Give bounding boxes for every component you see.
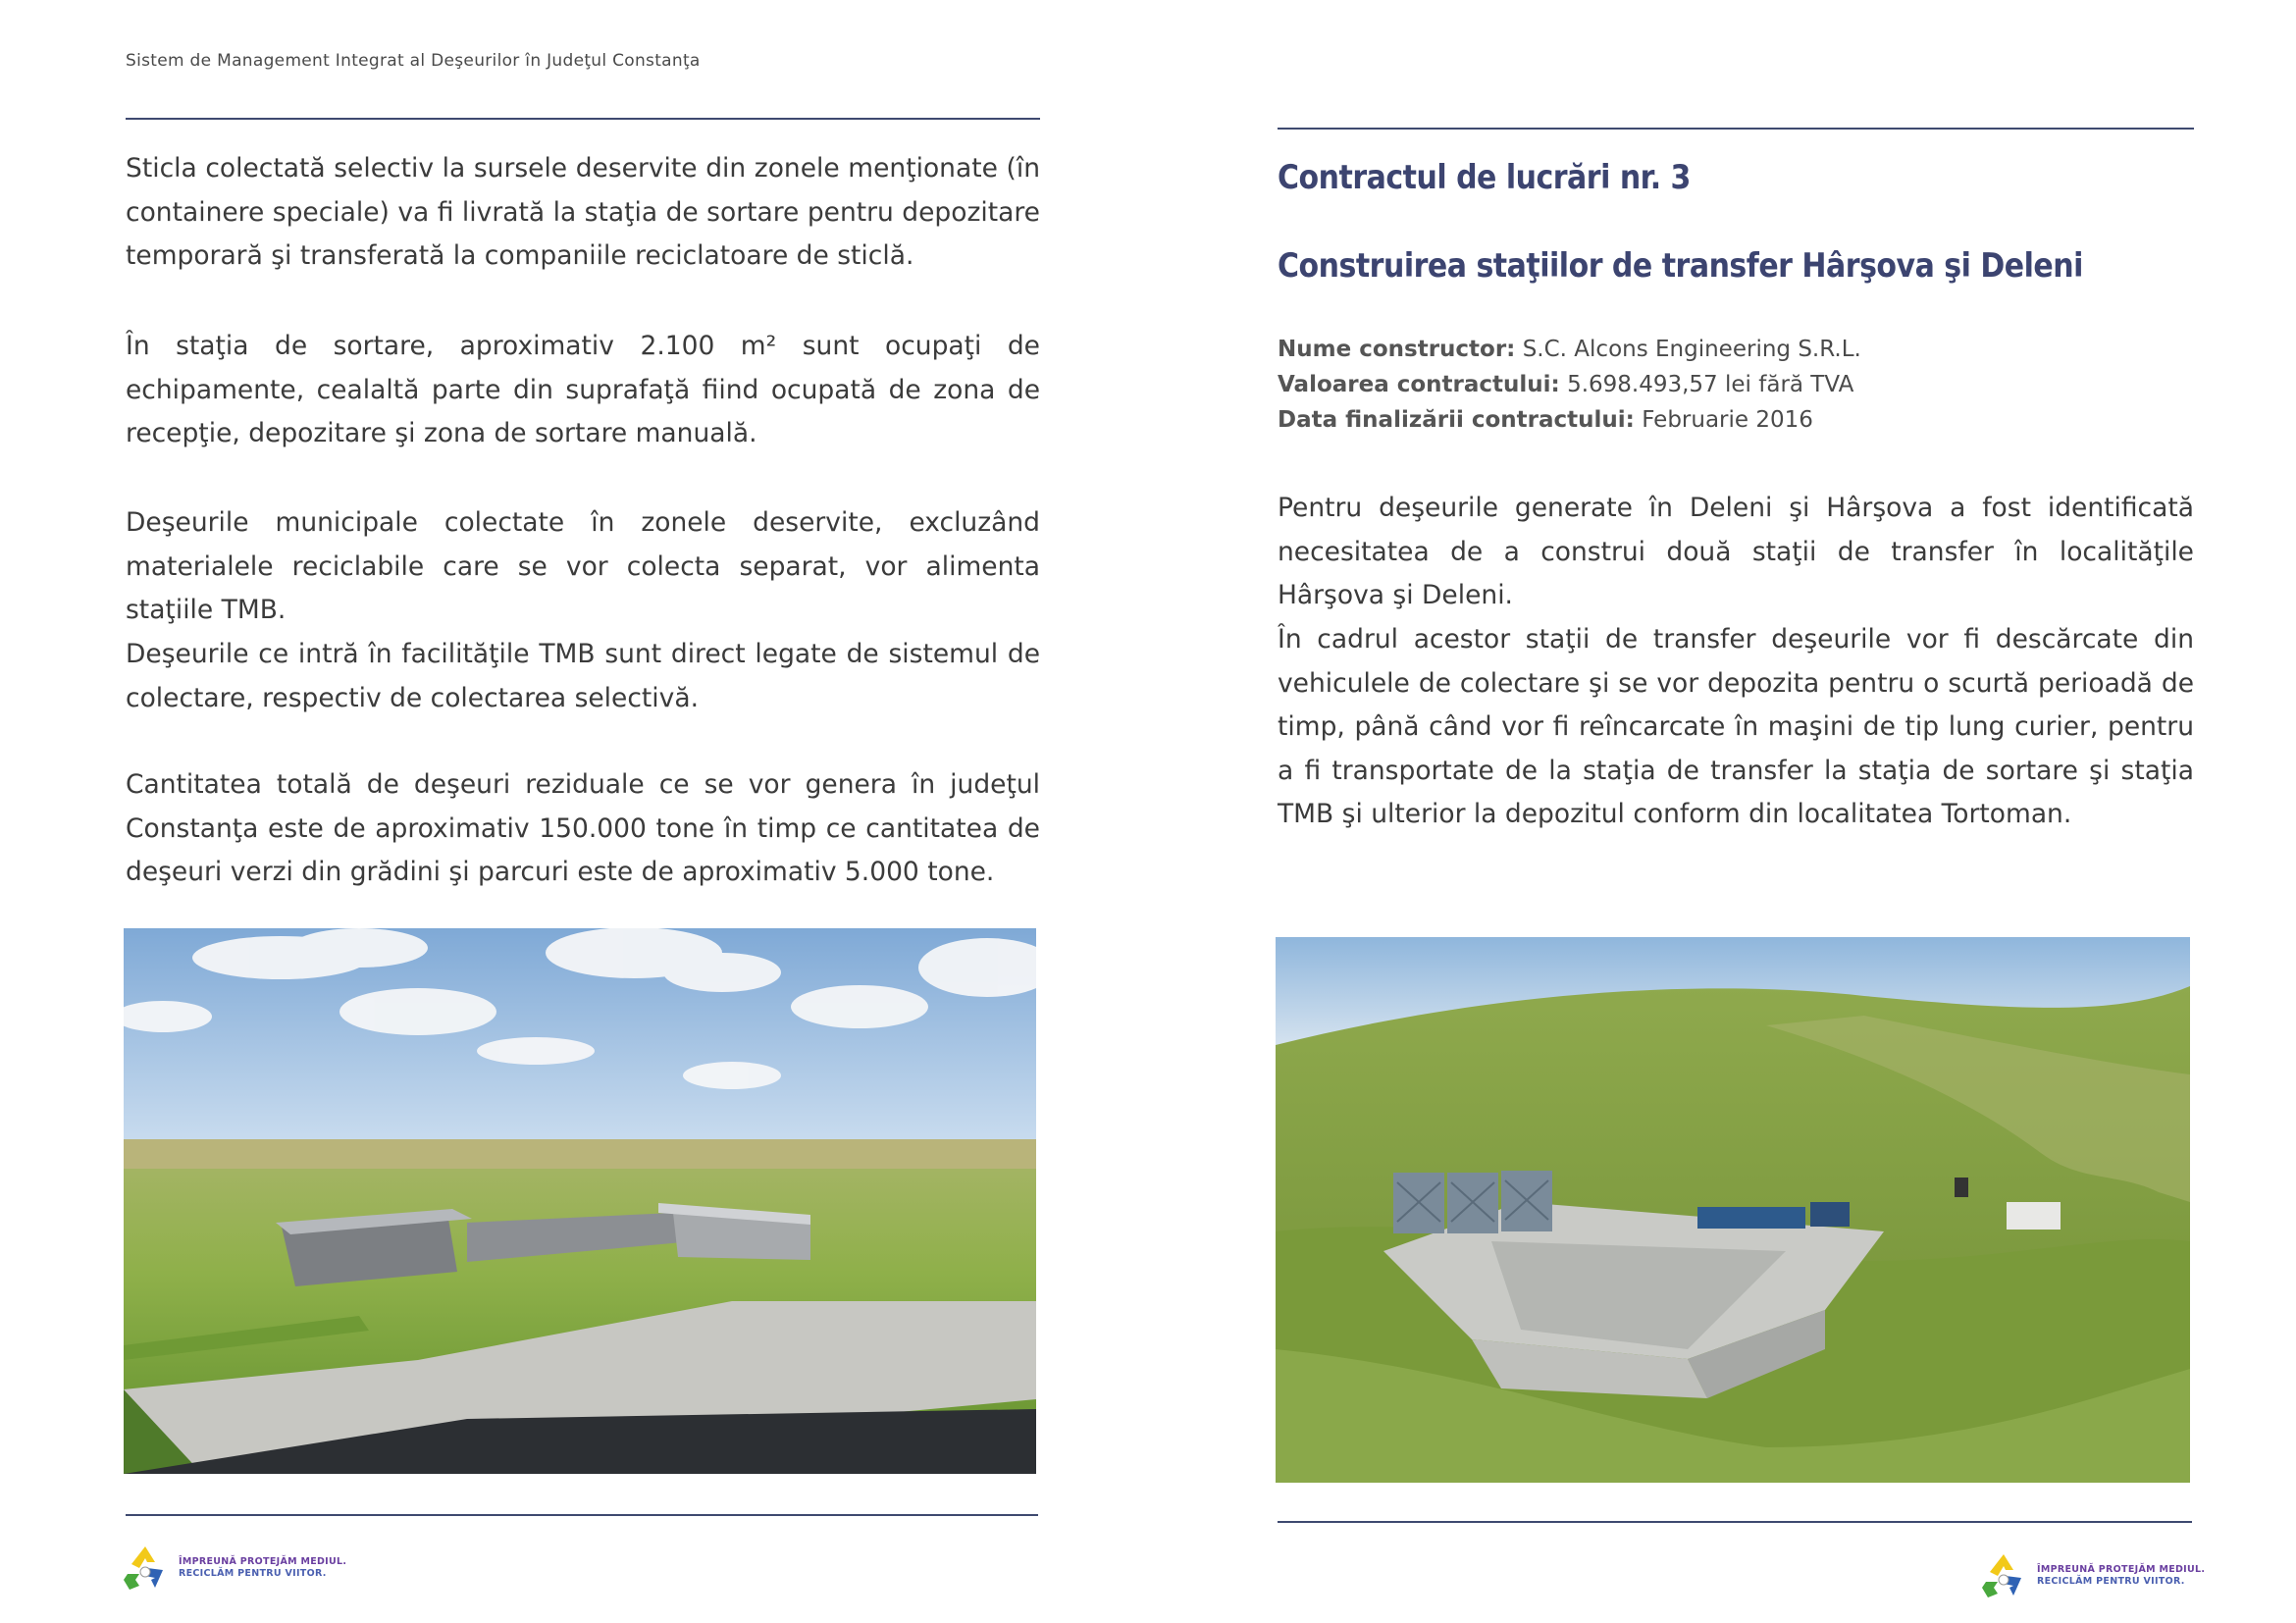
transfer-station-photo: [1276, 937, 2190, 1483]
paragraph-municipal-waste: Deşeurile municipale colectate în zonele deservite, excluzând materialele reciclabile care se vor colecta separat, vor alimenta staţiile TMB.: [126, 507, 1040, 626]
paragraph-glass-collection: Sticla colectată selectiv la sursele deservite din zonele menţionate (în containere speciale) va fi livrată la staţia de sortare pentru depozitare temporară şi transferată la companiile reciclatoare de sticlă.: [126, 153, 1040, 272]
header-rule: [1278, 128, 2194, 130]
meta-completion-date: [1278, 402, 1861, 438]
contract-title: Contractul de lucrări nr. 3: [1278, 159, 1691, 198]
recycle-icon: [1976, 1548, 2031, 1603]
meta-contract-value: [1278, 367, 1861, 402]
recycling-logo: [118, 1541, 346, 1596]
paragraph-transfer-need: Pentru deşeurile generate în Deleni şi Hârşova a fost identificată necesitatea de a construi două staţii de transfer în localităţile Hârşova şi Deleni.: [1278, 493, 2194, 611]
footer-rule: [126, 1514, 1038, 1516]
running-header: Sistem de Management Integrat al Deşeurilor în Judeţul Constanţa: [126, 51, 701, 71]
right-page: [1148, 0, 2296, 1623]
sorting-station-photo: [124, 928, 1036, 1474]
logo-line-1: ÎMPREUNĂ PROTEJĂM MEDIUL.: [179, 1556, 347, 1567]
contract-subtitle: Construirea staţiilor de transfer Hârşova şi Deleni: [1278, 247, 2083, 287]
meta-value: 5.698.493,57 lei fără TVA: [1567, 372, 1854, 397]
recycle-icon: [118, 1541, 173, 1596]
meta-constructor: [1278, 332, 1861, 367]
header-rule: [126, 118, 1040, 120]
logo-line-2: RECICLĂM PENTRU VIITOR.: [2037, 1576, 2185, 1587]
recycling-logo: [1976, 1548, 2205, 1603]
paragraph-tmb-facilities: Deşeurile ce intră în facilităţile TMB sunt direct legate de sistemul de colectare, respectiv de colectarea selectivă.: [126, 639, 1040, 713]
logo-line-2: RECICLĂM PENTRU VIITOR.: [179, 1568, 327, 1579]
meta-label: Valoarea contractului:: [1278, 372, 1560, 397]
meta-label: Data finalizării contractului:: [1278, 407, 1635, 433]
paragraph-transfer-operation: În cadrul acestor staţii de transfer deşeurile vor fi descărcate din vehiculele de colectare şi se vor depozita pentru o scurtă perioadă de timp, până când vor fi reîncarcate în maşini de tip lung curier, pentru a fi transportate de la staţia de transfer la staţia de sortare şi staţia TMB şi ulterior la depozitul conform din localitatea Tortoman.: [1278, 624, 2194, 830]
footer-rule: [1278, 1521, 2192, 1523]
meta-label: Nume constructor:: [1278, 337, 1516, 362]
paragraph-residual-waste: Cantitatea totală de deşeuri reziduale ce se vor genera în judeţul Constanţa este de aproximativ 150.000 tone în timp ce cantitatea de deşeuri verzi din grădini şi parcuri este de aproximativ 5.000 tone.: [126, 769, 1040, 888]
meta-value: Februarie 2016: [1642, 407, 1813, 433]
paragraph-sorting-station: În staţia de sortare, aproximativ 2.100 m² sunt ocupaţi de echipamente, cealaltă parte din suprafaţă fiind ocupată de zona de recepţie, depozitare şi zona de sortare manuală.: [126, 331, 1040, 449]
logo-line-1: ÎMPREUNĂ PROTEJĂM MEDIUL.: [2037, 1564, 2206, 1575]
contract-details: [1278, 332, 1861, 438]
meta-value: S.C. Alcons Engineering S.R.L.: [1522, 337, 1861, 362]
